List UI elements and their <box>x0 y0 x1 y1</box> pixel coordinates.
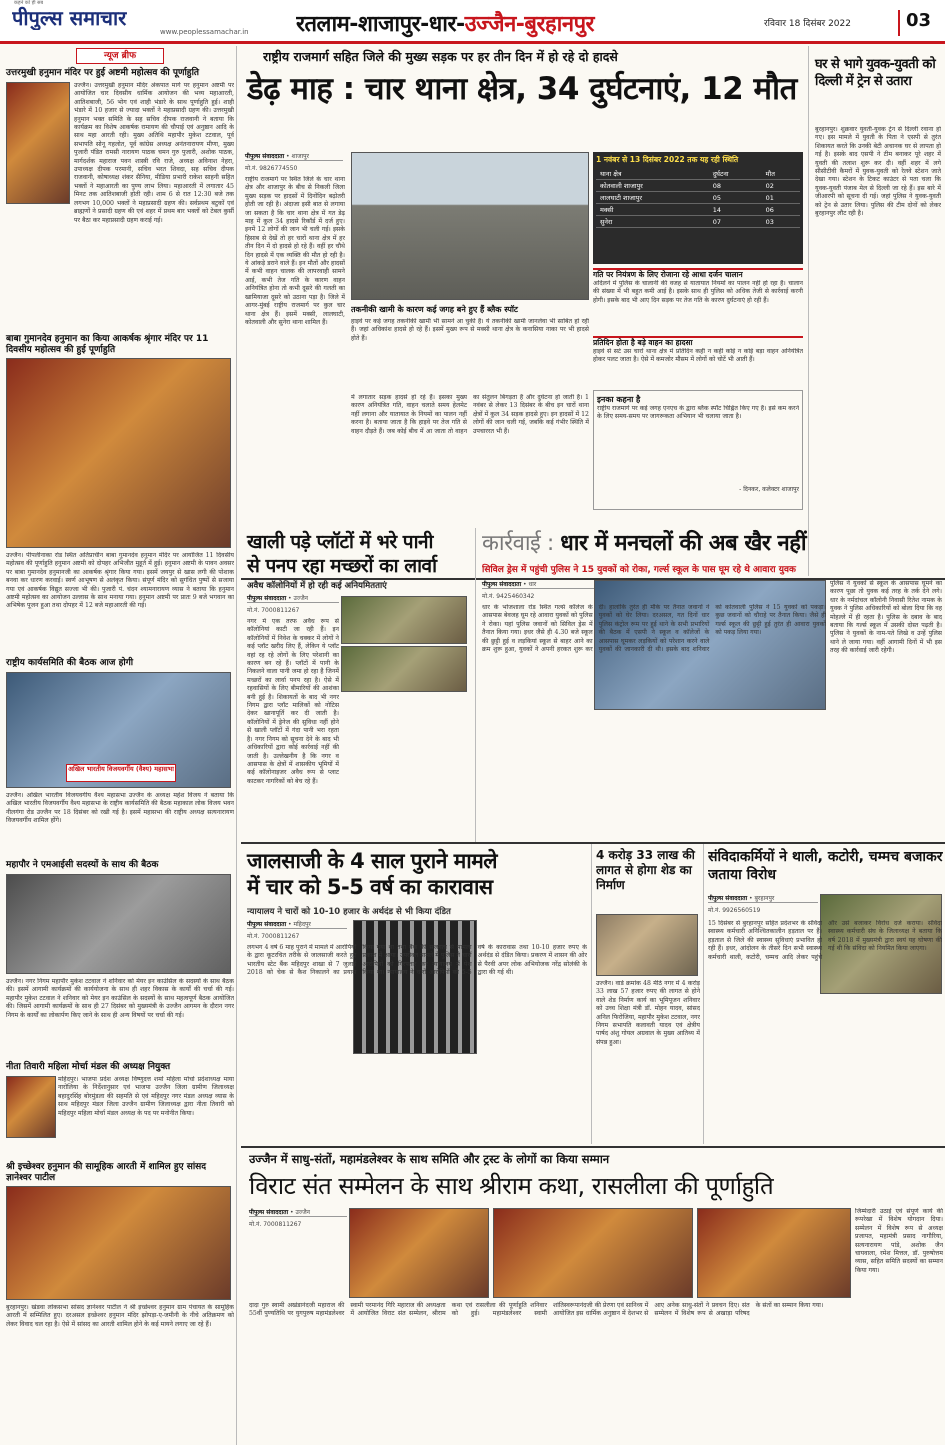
dhar-headline-text: धार में मनचलों की अब खैर नहीं <box>560 531 807 556</box>
stats-col-area: थाना क्षेत्र <box>596 168 709 180</box>
stats-cell: सुनेरा <box>596 216 709 228</box>
dhar-mobile: मो.नं. 9425460342 <box>482 593 535 600</box>
brief-body-4: उज्जैन। नगर निगम महापौर मुकेश टटवाल ने शनिवार को मेयर इन काउंसिल के सदस्यों के साथ बैठक की। इसमें आगामी कार्यक्रमों की कार्ययोजना के साथ ही शहर विकास के कार्यों की चर्चा की गई। महापौर मुकेश टटवाल ने शनिवार को मेयर इन काउंसिल के सदस्यों के साथ महत्वपूर्ण बैठक आयोजित की। जिसमें आगामी कार्यक्रमों के साथ ही 27 दिसंबर को मुख्यमंत्री के उज्जैन आगमन के दौरान नगर निगम के कार्यों का लोकार्पण किए जाने के साथ ही अन्य विषयों पर चर्चा की गई। <box>6 978 234 1019</box>
stats-row <box>596 204 800 216</box>
top-body-1: राष्ट्रीय राजमार्ग पर स्थित जिले के चार थाना क्षेत्र और शाजापुर के बीच से निकली जिला मुख्य सड़क पर हादसों में दिनोंदिन बढ़ोतरी होती जा रही है। अंदाजा इसी बात से लगाया जा सकता है कि चार थाना क्षेत्र में गत डेढ़ माह में कुल 34 हादसे रिकॉर्ड में दर्ज हुए। इनमें 12 लोगों की जान भी चली गई। इसके हिसाब से देखें तो हर चारों थाना क्षेत्र में हर तीन दिन में दो हादसे हो रहे हैं। वहीं हर चौथे दिन हादसे में एक व्यक्ति की मौत हो रही है। ये आंकड़े डराने वाले हैं। इन मौतों और हादसों में कभी वाहन चालक की लापरवाही सामने आई, कभी तेज गति के कारण वाहन अनियंत्रित होना तो कभी दूसरे की गलती का खामियाजा दूसरे को उठाना पड़ा है। जिले में आगर-मुंबई राष्ट्रीय राजमार्ग पर कुल चार थाना क्षेत्र हैं। इसमें मक्सी, लालघाटी, कोतवाली और सुनेरा थाना शामिल हैं। <box>245 176 345 326</box>
stats-cell: कोतवाली शाजापुर <box>596 180 709 192</box>
dhar-byline-name: पीपुल्स संवाददाता <box>482 581 522 588</box>
dhar-byline: पीपुल्स संवाददाता • धार <box>482 580 594 589</box>
top-mobile: मो.नं. 9826774550 <box>245 165 298 172</box>
brief-body-6: बुरहानपुर। खंडवा लोकसभा सांसद ज्ञानेश्वर पाटील ने श्री इच्छेश्वर हनुमान ग्राम पंचायत के सामूहिक आरती में सम्मिलित हुए। दरअसल इच्छेश्वर हनुमान मंदिर झोपड़ा-ए-जमीनी के नीचे अतिक्रमण को लेकर विवाद चल रहा है। ऐसे में सांसद का आरती शामिल होने के कई मायने लगाए जा रहे हैं। <box>6 1304 234 1328</box>
neeta-tiwari-photo <box>6 1076 56 1138</box>
shed-photo <box>596 914 698 976</box>
saint-headline: विराट संत सम्मेलन के साथ श्रीराम कथा, रासलीला की पूर्णाहुति <box>249 1172 774 1200</box>
brief-headline-1: उत्तरमुखी हनुमान मंदिर पर हुई अष्टमी महोत्सव की पूर्णाहुति <box>6 68 200 78</box>
region-title-a: रतलाम-शाजापुर-धार- <box>296 12 465 37</box>
stats-header-row <box>596 168 800 180</box>
saint-byline-name: पीपुल्स संवाददाता <box>249 1209 289 1216</box>
stats-cell: लालघाटी शाजापुर <box>596 192 709 204</box>
issue-date: रविवार 18 दिसंबर 2022 <box>764 19 851 29</box>
protest-headline: संविदाकर्मियों ने थाली, कटोरी, चम्मच बजाकर जताया विरोध <box>708 849 943 883</box>
protest-byline-place: बुरहानपुर <box>754 895 775 902</box>
court-byline: पीपुल्स संवाददाता • महिदपुर <box>247 920 347 929</box>
quote-text: राष्ट्रीय राजमार्ग पर कई जगह एनएच के द्वारा ब्लैक स्पॉट चिह्नित किए गए हैं। इसे कम करने के लिए समय-समय पर जागरूकता अभियान भी चलाया जाता है। <box>597 405 799 421</box>
train-body: बुरहानपुर। शुक्रवार युवती-युवक ट्रेन से दिल्ली रवाना हो गए। इस मामले में युवती के पिता ने एसपी से तुरंत शिकायत करते कि उनकी बेटी अचानक घर से लापता हो गई है। इसके बाद एसपी ने टीम बनाकर पूरे शहर में युवती की तलाश शुरू कर दी। वहीं शहर में लगे सीसीटीवी कैमरों में युवक-युवती को रेलवे स्टेशन जाते देखा गया। स्टेशन के टिकट काउंटर से पता चला कि युवक-युवती पंजाब मेल से दिल्ली जा रहे हैं। इस बारे में जीआरपी को सूचना दी गई। जहां पुलिस ने युवक-युवती को ट्रेन से उतार लिया। पुलिस की टीम दोनों को लेकर बुरहानपुर लौट रही है। <box>815 126 941 218</box>
top-byline-place: शाजापुर <box>291 153 310 160</box>
plots-kicker: अवैध कॉलोनियों में हो रही कई अनियमितताएं <box>247 581 387 591</box>
region-title-b: उज्जैन-बुरहानपुर <box>464 12 595 37</box>
stats-table <box>596 168 800 228</box>
masthead <box>0 0 945 44</box>
mp-aarti-photo <box>6 1186 231 1300</box>
stats-title: 1 नवंबर से 13 दिसंबर 2022 तक यह रही स्थिति <box>596 155 739 164</box>
sub-body-1: अदिलने में पुलिस के चालानी की वजह से यातायात नियमों का पालन नहीं हो रहा है। चालान की संख्या में भी बहुत कमी आई है। इसके साथ ही पुलिस को अधिक तेजी से कार्रवाई करनी होगी। इसके बाद भी आए दिन सड़क पर तेज गति के कारण दुर्घटनाएं हो रही हैं। <box>593 280 803 304</box>
dhar-headline <box>482 530 942 558</box>
top-body-2: में लगातार सड़क हादसे हो रहे हैं। इसका मुख्य कारण अनियंत्रित गति, वाहन चलाते समय हेलमेट नहीं लगाना और यातायात के नियमों का पालन नहीं करना है। बताया जाता है कि हाइवे पर तेज गति से वाहन दौड़ते हैं। जब कोई बीच में आ जाता तो वाहन का संतुलन बिगड़ता है और दुर्घटना हो जाती है। 1 नवंबर से लेकर 13 दिसंबर के बीच इन चारों थाना क्षेत्रों में कुल 34 सड़क हादसे हुए। इन हादसों में 12 लोगों की जान चली गई, जबकि कई गंभीर स्थिति में उपचाररत भी हैं। <box>351 394 589 435</box>
saint-byline: पीपुल्स संवाददाता • उज्जैन <box>249 1208 347 1217</box>
plots-story <box>241 528 471 842</box>
top-byline: पीपुल्स संवाददाता • शाजापुर <box>245 152 343 161</box>
stats-col-deaths: मौत <box>762 168 800 180</box>
stats-cell: 08 <box>709 180 762 192</box>
sub-head-1: गति पर नियंत्रण के लिए रोजाना रहे आधा दर्जन चालान <box>593 268 803 280</box>
dhar-side-body: पुलिस ने युवकों से स्कूल के आसपास घूमने का कारण पूछा तो युवक कई तरह के तर्क देने लगे। धार के नर्मदांचल कॉलोनी निवासी रितेश नामक के युवक ने पुलिस अधिकारियों को बोला दिया कि वह मोहल्ले में ही रहता है। पुलिस के दबाव के बाद बताया कि गर्ल्स स्कूल में उसकी दोस्त पढ़ती है। पुलिस ने युवकों के नाम-पते लिखे व उन्हें पुलिस थाने ले जाया गया। वहीं आगामी दिनों में भी इस तरह की कार्रवाई जारी रहेगी। <box>830 580 942 655</box>
plot-water-photo-1 <box>341 596 467 644</box>
stats-cell: 05 <box>709 192 762 204</box>
quote-attribution: - दिनकर, कलेक्टर शाजापुर <box>739 486 799 493</box>
right-top-story <box>808 46 945 576</box>
website-url[interactable]: www.peoplessamachar.in <box>160 28 249 36</box>
court-story <box>241 844 589 1144</box>
stats-box <box>593 152 803 264</box>
plots-byline-place: उज्जैन <box>293 595 309 602</box>
stats-cell: 01 <box>762 192 800 204</box>
stats-row <box>596 192 800 204</box>
left-column <box>0 46 237 1445</box>
stats-cell: मक्सी <box>596 204 709 216</box>
protest-mobile: मो.नं. 9926560519 <box>708 907 761 914</box>
top-story-kicker: राष्ट्रीय राजमार्ग सहित जिले की मुख्य सड़क पर हर तीन दिन में हो रहे दो हादसे <box>263 49 618 64</box>
brief-body-5: महिदपुर। भाजपा प्रदेश अध्यक्ष विष्णुदत्त शर्मा महिला मोर्चा प्रदेशाध्यक्ष माया नारोलिया के निर्देशानुसार एवं भाजपा उज्जैन जिला ग्रामीण जिलाध्यक्ष बहादुरसिंह बोरमुंडला की सहमति से एवं महिदपुर नगर मंडल अध्यक्ष व्यास के साथ महिदपुर मंडल जिला उज्जैन ग्रामीण जिलाध्यक्ष द्वारा नीता तिवारी को महिदपुर महिला मोर्चा मंडल अध्यक्ष के पद पर मनोनीत किया। <box>58 1076 234 1117</box>
brief-headline-4: महापौर ने एमआईसी सदस्यों के साथ की बैठक <box>6 860 159 870</box>
stats-cell: 02 <box>762 180 800 192</box>
plots-byline-name: पीपुल्स संवाददाता <box>247 595 287 602</box>
protest-byline-name: पीपुल्स संवाददाता <box>708 895 748 902</box>
mahasabha-banner: अखिल भारतीय विजयवर्गीय (वैश्य) महासभा <box>66 764 176 782</box>
dhar-body: धार के भोजशाला रोड स्थित गर्ल्स कॉलेज के आसपास बेवजह घूम रहे आवारा युवकों को पुलिस ने रोका। यहां पुलिस जवानों को सिविल ड्रेस में तैनात किया गया। इधर जैसे ही 4.30 बजे स्कूल की छुट्टी हुई व लड़कियां स्कूल से बाहर आने का क्रम शुरू हुआ, युवकों ने अपनी हरकत शुरू कर दी। हालांकि तुरंत ही मौके पर तैनात जवानों ने युवकों को घेर लिया। दरअसल, गत दिनों धार पुलिस कंट्रोल रूम पर हुई थाने के सभी प्रभारियों की बैठक में एसपी ने स्कूल व कॉलेजों के आसपास घूमकर लड़कियों को परेशान करने वाले युवकों की जानकारी दी थी। इसके बाद शनिवार को कोतवाली पुलिस ने 15 युवकों को पकड़ा। कुछ जवानों को चौराहे पर तैनात किया। जैसे ही गर्ल्स स्कूल की छुट्टी हुई तुरंत ही आवारा युवकों को पकड़ लिया गया। <box>482 604 826 654</box>
top-byline-name: पीपुल्स संवाददाता <box>245 153 285 160</box>
protest-body: 15 दिसंबर से बुरहानपुर सहित प्रदेशभर के संविदा स्वास्थ्य कर्मचारी अनिश्चितकालीन हड़ताल पर हैं। हड़ताल से जिले की स्वास्थ्य सुविधाएं प्रभावित हो रही हैं। इधर, आंदोलन के तीसरे दिन सभी स्वास्थ्य कर्मचारी थाली, कटोरी, चम्मच आदि लेकर पहुंचे और उसे बजाकर विरोध दर्ज कराया। संविदा स्वास्थ्य कर्मचारी संघ के जिलाध्यक्ष ने बताया कि वर्ष 2018 में मुख्यमंत्री द्वारा स्वयं यह घोषणा की गई थी कि संविदा को नियमित किया जाएगा। <box>708 920 942 961</box>
saint-side-body: जिम्मेदारी उठाई एवं संपूर्ण कार्य की रूपरेखा में विशेष योगदान दिया। सम्मेलन में विशेष रूप से अध्यक्ष प्रजापत, महामंत्री प्रसाद नागौरिया, सत्यनारायण पांडे, अशोक जैन चायवाला, रमेश मित्तल, डॉ. पुरुषोत्तम व्यास, सहित समिति सदस्यों का सम्मान किया गया। <box>855 1208 943 1274</box>
quote-head: इनका कहना है <box>597 395 641 404</box>
brief-headline-2: बाबा गुमानदेव हनुमान का किया आकर्षक श्रृंगार मंदिर पर 11 दिवसीय महोत्सव की हुई पूर्णाहुति <box>6 334 209 355</box>
court-byline-place: महिदपुर <box>293 921 311 928</box>
court-byline-name: पीपुल्स संवाददाता <box>247 921 287 928</box>
court-body: लगभग 4 वर्ष 6 माह पुराने में मामले में आरोपियों के द्वारा कूटरचित तरीके से जालसाजी करते हुए भारतीय स्टेट बैंक महिदपुर शाखा से 7 जुलाई 2018 को चेक से कैश निकालने का प्रयास किया गया था तथा बैंक की सजगता से मामला प्रकाश में आया। उपरोक्त मामले में पुलिस ने चारों आरोपियों को गिरफ्तार कर न्यायालय में पेश किया था। न्यायालय ने चारों आरोपियों को 5-5 वर्ष के कारावास तथा 10-10 हजार रुपए के अर्थदंड से दंडित किया। प्रकरण में शासन की ओर से पैरवी अपर लोक अभियोजक नरेंद्र सोलंकी के द्वारा की गई थी। <box>247 944 587 977</box>
plots-headline-2: से पनप रहा मच्छरों का लार्वा <box>247 555 437 577</box>
court-mobile: मो.नं. 7000811267 <box>247 933 300 940</box>
page-number: 03 <box>898 10 938 36</box>
stats-row <box>596 216 800 228</box>
saint-byline-place: उज्जैन <box>295 1209 311 1216</box>
court-headline-2: में चार को 5-5 वर्ष का कारावास <box>247 875 493 899</box>
stats-cell: 14 <box>709 204 762 216</box>
brief-headline-3: राष्ट्रीय कार्यसमिति की बैठक आज होगी <box>6 658 134 668</box>
train-headline: घर से भागे युवक-युवती को दिल्ली में ट्रेन से उतारा <box>815 57 936 89</box>
plots-byline: पीपुल्स संवाददाता • उज्जैन <box>247 594 339 603</box>
quote-box <box>593 390 803 510</box>
stats-col-accidents: दुर्घटना <box>709 168 762 180</box>
tagline: कहने को ही सब <box>14 0 44 6</box>
mayor-meeting-photo <box>6 874 231 974</box>
brief-headline-5: नीता तिवारी महिला मोर्चा मंडल की अध्यक्ष नियुक्त <box>6 1062 171 1072</box>
saint-body: दादा गुरु स्वामी अखंडानंदजी महाराज की 55वीं पुण्यतिथि पर युगपुरुष महामंडलेश्वर स्वामी परमानंद गिरि महाराज की अध्यक्षता में आयोजित विराट संत सम्मेलन, श्रीराम कथा एवं रासलीला की पूर्णाहुति शनिवार को हुई। महामंडलेश्वर स्वामी शांतिस्वरूपानंदजी की प्रेरणा एवं सानिध्य में आयोजित इस धार्मिक अनुष्ठान में देशभर से आए अनेक साधु-संतों ने प्रवचन दिए। संत सम्मेलन में विशेष रूप से अखाड़ा परिषद के संतों का सम्मान किया गया। <box>249 1302 824 1318</box>
brief-body-3: उज्जैन। अखिल भारतीय विजयवर्गीय वैश्य महासभा उज्जैन के अध्यक्ष महेश विजय ने बताया कि अखिल भारतीय विजयवर्गीय वैश्य महासभा के राष्ट्रीय कार्यसमिति की बैठक महाकाल लोक विजय भवन नीलगंगा रोड उज्जैन पर 18 दिसंबर को रखी गई है। इसमें महासभा की राष्ट्रीय अध्यक्ष सत्यनारायण विजयवर्गीय शामिल होंगे। <box>6 792 234 825</box>
brief-body-1: उज्जैन। उत्तरमुखी हनुमान मंदिर अंकपात मार्ग पर हनुमान अष्टमी पर आयोजित चार दिवसीय धार्मिक आयोजन की भव्य महाआरती, आतिशबाजी, 56 भोग एवं शाही भंडारे के साथ पूर्णाहुति हुई। शाही भंडारे में 10 हजार से ज्यादा भक्तों ने महाप्रसादी ग्रहण की। उत्तरमुखी हनुमान भक्त समिति के सह सचिव दीपक राजवानी ने बताया कि कार्यक्रम का विशेष आकर्षक रामायण की चौपाई एवं अनुष्ठान आदि के साथ महा आरती रही। मुख्य अतिथि महापौर मुकेश टटवाल, पूर्व सभापति सोनू गहलोत, पूर्व कांग्रेस अध्यक्ष अनंतनारायण मीणा, मुख्य पुजारी पंडित रामसी नारायण पाठक चमन गुरु पुजारी, अशोक पाठक, मार्गदर्शक महाराज पवन शास्त्री रवि राजे, अध्यक्ष अविनाश नेहरा, उपाध्यक्ष दीपक परमानी, सचिव भरत शिवदा, सह सचिव दीपक राजवानी, कोषाध्यक्ष शंकर सैनिया, मीडिया प्रभारी राकेश साहनी सहित भक्तों ने महाआरती का पुण्य लाभ लिया। महाआरती में लगातार 45 मिनट तक आतिशबाजी होती रही। शाम 6 से रात 12:30 बजे तक लगभग 10,000 भक्तों ने महाप्रसादी ग्रहण की। सर्वप्रथम बटुकों एवं ब्राह्मणों ने प्रसादी ग्रहण की एवं शहर में प्रथम बार भक्तों को टेबल कुर्सी पर बैठा कर महाप्रसादी ग्रहण कराई गई। <box>74 82 234 224</box>
brief-headline-6: श्री इच्छेश्वर हनुमान की सामूहिक आरती में शामिल हुए सांसद ज्ञानेश्वर पाटील <box>6 1162 207 1183</box>
road-caption-head: तकनीकी खामी के कारण कई जगह बने हुए हैं ब्लैक स्पॉट <box>351 305 518 314</box>
temple-photo <box>6 358 231 548</box>
plots-body: नगर में एक तरफ अवैध रूप से कॉलोनियां काटी जा रही हैं। इन कॉलोनियों में निवेश के चक्कर में लोगों ने कई प्लॉट खरीद लिए हैं, लेकिन ये प्लॉट वहां रह रहे लोगों के लिए परेशानी का कारण बन रहे हैं। प्लॉटों में पानी के निकलने वाला पानी जमा हो रहा है जिनमें मच्छरों का लार्वा पनप रहा है। ऐसे में रहवासियों के लिए बीमारियों की आशंका बनी हुई है। शिकायतों के बाद भी नगर निगम द्वारा प्लॉट मालिकों को नोटिस देकर खानापूर्ति कर दी जाती है। कॉलोनियों में ड्रेनेज की सुविधा नहीं होने से खाली प्लॉटों में गंदा पानी भरा रहता है। नगर निगम को सूचना देने के बाद भी अधिकारियों द्वारा कोई कार्रवाई नहीं की जाती है। उल्लेखनीय है कि नगर व आसपास के क्षेत्रों में शासकीय भूमियों में कई कॉलोनाइजर अवैध रूप से प्लाट काटकर नागरिकों को बेच रहे हैं। <box>247 618 339 785</box>
logo[interactable]: पीपुल्स समाचार <box>12 6 127 30</box>
plots-headline-1: खाली पड़े प्लॉटों में भरे पानी <box>247 531 433 553</box>
court-kicker: न्यायालय ने चारों को 10-10 हजार के अर्थदंड से भी किया दंडित <box>247 907 451 917</box>
news-brief-tab: न्यूज ब्रीफ <box>76 48 164 64</box>
sub-body-2: हाइवे से सटे उस चारों थाना क्षेत्र में प्रतिदिन कहीं न कहीं कोई न कोई बड़ा वाहन अनियंत्रित होकर पलट जाता है। ऐसे में कमजोर मौसम में लोगों को चोटें भी आती हैं। <box>593 348 803 364</box>
dhar-kicker: सिविल ड्रेस में पहुंची पुलिस ने 15 युवकों को रोका, गर्ल्स स्कूल के पास घूम रहे थे आवारा युवक <box>482 565 796 575</box>
stats-cell: 06 <box>762 204 800 216</box>
dhar-byline-place: धार <box>528 581 537 588</box>
top-story <box>241 46 806 576</box>
highway-photo <box>351 152 589 300</box>
top-story-headline: डेढ़ माह : चार थाना क्षेत्र, 34 दुर्घटनाएं, 12 मौत <box>247 71 797 107</box>
stats-row <box>596 180 800 192</box>
protest-byline: पीपुल्स संवाददाता • बुरहानपुर <box>708 894 818 903</box>
shed-headline: 4 करोड़ 33 लाख की लागत से होगा शेड का निर्माण <box>596 848 695 892</box>
protest-story <box>703 844 945 1144</box>
saint-mobile: मो.नं. 7000811267 <box>249 1221 302 1228</box>
brief-body-2: उज्जैन। पीपलीनाका रोड स्थित अतिप्राचीन बाबा गुमानदेव हनुमान मंदिर पर आयोजित 11 दिवसीय महोत्सव की पूर्णाहुति हनुमान अष्टमी को दोपहर अभिजीत मुहूर्त में हुई। हनुमान अष्टमी के पावन अवसर पर बाबा गुमानदेव हनुमानजी का आकर्षक श्रृंगार किया गया। इसमें जयपुर से खास लगी की पोशाक बनवा कर धारण करवाई। स्वर्ण आभूषण से अलंकृत किया। संपूर्ण मंदिर को सुगंधित पुष्पों से सजाया गया एवं आकर्षक विद्युत सज्जा भी की। पुजारी पं. चंदन श्यामनारायण व्यास ने बताया कि हनुमान अष्टमी महोत्सव का आयोजन उल्लास के साथ मनाया गया। हनुमान अष्टमी पर प्रातः 9 बजे भगवान का अभिषेक पूजन हुआ तथा दोपहर में 12 बजे महाआरती की गई। <box>6 552 234 610</box>
dhar-headline-label: कार्रवाई : <box>482 531 561 556</box>
shed-story <box>591 844 701 1144</box>
saint-kicker: उज्जैन में साधु-संतों, महामंडलेश्वर के साथ समिति और ट्रस्ट के लोगों का किया सम्मान <box>249 1152 610 1166</box>
court-headline-1: जालसाजी के 4 साल पुराने मामले <box>247 849 497 873</box>
saint-story <box>241 1148 945 1445</box>
stats-cell: 07 <box>709 216 762 228</box>
dhar-story <box>475 528 945 842</box>
stats-cell: 03 <box>762 216 800 228</box>
sub-head-2: प्रतिदिन होता है बड़े वाहन का हादसा <box>593 336 803 348</box>
shed-body: उज्जैन। वार्ड क्रमांक 48 मीठे नगर में 4 करोड़ 33 लाख 57 हजार रुपए की लागत से होने वाले शेड निर्माण कार्य का भूमिपूजन शनिवार को उच्च शिक्षा मंत्री डॉ. मोहन यादव, सांसद अनिल फिरोजिया, महापौर मुकेश टटवाल, नगर निगम सभापति कलावती यादव एवं क्षेत्रीय पार्षद अंशु गोयल अग्रवाल के मुख्य आतिथ्य में संपन्न हुआ। <box>596 980 700 1046</box>
plots-mobile: मो.नं. 7000811267 <box>247 607 300 614</box>
road-caption-body: हाइवे पर कई जगह तकनीकी खामी भी सामने आ चुकी है। ये तकनीकी खामी जानलेवा भी साबित हो रही हैं। जहां अधिकांश हादसे हो रहे हैं। इसमें मुख्य रूप से मक्सी थाना क्षेत्र के कनासिया नाका पर भी हादसे होते हैं। <box>351 318 589 342</box>
plot-water-photo-2 <box>341 646 467 692</box>
